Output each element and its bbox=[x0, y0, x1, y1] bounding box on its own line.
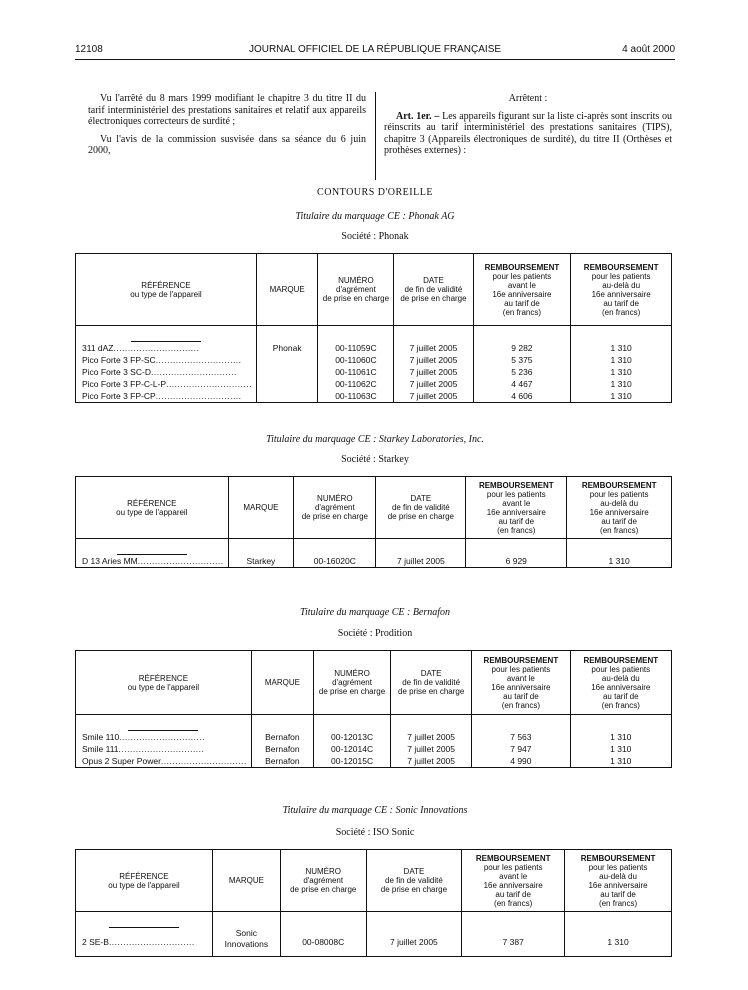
cell-remb-avant: 4 990 bbox=[472, 755, 570, 768]
apparatus-table bbox=[75, 650, 672, 768]
intro-paragraph: Vu l'arrêté du 8 mars 1999 modifiant le chapitre 3 du titre II du tarif interministériel des prestations sanitaires et relatif aux appareils électroniques correcteurs de surdité ; bbox=[88, 93, 366, 127]
header-date: DATE de fin de validité de prise en charge bbox=[394, 254, 473, 326]
cell-reference: 311 dAZ.............................. bbox=[76, 342, 257, 354]
cell-date: 7 juillet 2005 bbox=[394, 390, 473, 403]
column-divider bbox=[375, 92, 376, 180]
cell-remb-avant: 7 947 bbox=[472, 743, 570, 755]
article-label: Art. 1er. – bbox=[396, 110, 440, 122]
cell-marque bbox=[256, 390, 318, 403]
cell-reference: Pico Forte 3 SC-D.............................. bbox=[76, 366, 257, 378]
cell-marque: Bernafon bbox=[251, 731, 313, 743]
cell-date: 7 juillet 2005 bbox=[376, 555, 466, 568]
cell-marque: Bernafon bbox=[251, 755, 313, 768]
page-header bbox=[75, 44, 675, 58]
header-remb-avant: REMBOURSEMENT pour les patients avant le 16e anniversaire au tarif de (en francs) bbox=[473, 254, 571, 326]
apparatus-table bbox=[75, 849, 672, 957]
cell-date: 7 juillet 2005 bbox=[394, 378, 473, 390]
table-spacer-row bbox=[76, 912, 672, 929]
main-title: CONTOURS D'OREILLE bbox=[317, 187, 433, 198]
cell-remb-avant: 5 236 bbox=[473, 366, 571, 378]
page-number: 12108 bbox=[75, 44, 103, 55]
cell-reference: Pico Forte 3 FP-SC.............................. bbox=[76, 354, 257, 366]
cell-marque: Bernafon bbox=[251, 743, 313, 755]
cell-remb-apres: 1 310 bbox=[567, 555, 672, 568]
cell-numero: 00-11059C bbox=[318, 342, 394, 354]
cell-remb-apres: 1 310 bbox=[570, 755, 671, 768]
cell-numero: 00-11060C bbox=[318, 354, 394, 366]
intro-right-column bbox=[384, 93, 672, 163]
cell-remb-apres: 1 310 bbox=[570, 743, 671, 755]
table-row bbox=[76, 928, 672, 957]
cell-date: 7 juillet 2005 bbox=[391, 755, 472, 768]
cell-reference: Smile 111.............................. bbox=[76, 743, 252, 755]
publication-date: 4 août 2000 bbox=[622, 44, 675, 55]
cell-remb-apres: 1 310 bbox=[571, 342, 672, 354]
cell-reference: 2 SE-B.............................. bbox=[76, 928, 213, 957]
table-row bbox=[76, 354, 672, 366]
arretent-heading: Arrêtent : bbox=[508, 93, 548, 104]
cell-marque bbox=[256, 354, 318, 366]
header-reference: RÉFÉRENCE ou type de l'appareil bbox=[76, 651, 252, 715]
cell-numero: 00-12013C bbox=[314, 731, 391, 743]
header-reference: RÉFÉRENCE ou type de l'appareil bbox=[76, 254, 257, 326]
header-date: DATE de fin de validité de prise en charge bbox=[366, 850, 462, 912]
apparatus-table bbox=[75, 476, 672, 568]
cell-remb-avant: 4 467 bbox=[473, 378, 571, 390]
intro-left-column bbox=[88, 93, 366, 163]
societe-heading: Société : Prodition bbox=[337, 628, 413, 639]
cell-remb-avant: 5 375 bbox=[473, 354, 571, 366]
article-text: Les appareils figurant sur la liste ci-après sont inscrits ou réinscrits au tarif interministériel des prestations sanitaires (TIPS), chapitre 3 (Appareils électroniques de surdité), du titre II (Orthèses et prothèses externes) : bbox=[384, 110, 672, 156]
cell-date: 7 juillet 2005 bbox=[391, 731, 472, 743]
table-header-row bbox=[76, 477, 672, 539]
header-numero: NUMÉRO d'agrément de prise en charge bbox=[294, 477, 376, 539]
cell-date: 7 juillet 2005 bbox=[394, 342, 473, 354]
header-remb-apres: REMBOURSEMENT pour les patients au-delà du 16e anniversaire au tarif de (en francs) bbox=[565, 850, 672, 912]
header-remb-avant: REMBOURSEMENT pour les patients avant le 16e anniversaire au tarif de (en francs) bbox=[462, 850, 565, 912]
societe-heading: Société : Starkey bbox=[341, 454, 409, 465]
header-date: DATE de fin de validité de prise en charge bbox=[391, 651, 472, 715]
cell-date: 7 juillet 2005 bbox=[394, 366, 473, 378]
header-rule bbox=[75, 59, 675, 60]
cell-date: 7 juillet 2005 bbox=[394, 354, 473, 366]
cell-reference: Opus 2 Super Power.............................. bbox=[76, 755, 252, 768]
table-row bbox=[76, 555, 672, 568]
table-spacer-row bbox=[76, 539, 672, 556]
table-header-row bbox=[76, 254, 672, 326]
table-header-row bbox=[76, 850, 672, 912]
header-remb-apres: REMBOURSEMENT pour les patients au-delà du 16e anniversaire au tarif de (en francs) bbox=[570, 651, 671, 715]
header-marque: MARQUE bbox=[256, 254, 318, 326]
table-row bbox=[76, 755, 672, 768]
cell-numero: 00-11061C bbox=[318, 366, 394, 378]
cell-date: 7 juillet 2005 bbox=[391, 743, 472, 755]
table-spacer-row bbox=[76, 715, 672, 732]
header-remb-avant: REMBOURSEMENT pour les patients avant le 16e anniversaire au tarif de (en francs) bbox=[466, 477, 567, 539]
cell-marque bbox=[256, 366, 318, 378]
titulaire-heading: Titulaire du marquage CE : Sonic Innovations bbox=[282, 805, 468, 816]
table-row bbox=[76, 378, 672, 390]
apparatus-table bbox=[75, 253, 672, 403]
cell-remb-avant: 4 606 bbox=[473, 390, 571, 403]
cell-remb-avant: 7 387 bbox=[462, 928, 565, 957]
cell-marque: Starkey bbox=[228, 555, 294, 568]
cell-reference: Pico Forte 3 FP-C-L-P.............................. bbox=[76, 378, 257, 390]
header-remb-avant: REMBOURSEMENT pour les patients avant le 16e anniversaire au tarif de (en francs) bbox=[472, 651, 570, 715]
cell-reference: Smile 110.............................. bbox=[76, 731, 252, 743]
cell-numero: 00-16020C bbox=[294, 555, 376, 568]
titulaire-heading: Titulaire du marquage CE : Starkey Laboratories, Inc. bbox=[266, 434, 484, 445]
article-1 bbox=[384, 111, 672, 157]
table-row bbox=[76, 743, 672, 755]
cell-remb-avant: 6 929 bbox=[466, 555, 567, 568]
table-spacer-row bbox=[76, 326, 672, 343]
intro-paragraph: Vu l'avis de la commission susvisée dans sa séance du 6 juin 2000, bbox=[88, 133, 366, 156]
cell-marque: Phonak bbox=[256, 342, 318, 354]
cell-remb-avant: 9 282 bbox=[473, 342, 571, 354]
header-reference: RÉFÉRENCE ou type de l'appareil bbox=[76, 477, 229, 539]
table-row bbox=[76, 731, 672, 743]
cell-numero: 00-08008C bbox=[280, 928, 366, 957]
cell-remb-apres: 1 310 bbox=[571, 354, 672, 366]
cell-date: 7 juillet 2005 bbox=[366, 928, 462, 957]
header-marque: MARQUE bbox=[212, 850, 280, 912]
table-row bbox=[76, 366, 672, 378]
header-numero: NUMÉRO d'agrément de prise en charge bbox=[280, 850, 366, 912]
cell-marque bbox=[256, 378, 318, 390]
cell-remb-apres: 1 310 bbox=[571, 366, 672, 378]
table-header-row bbox=[76, 651, 672, 715]
cell-reference: Pico Forte 3 FP-CP.............................. bbox=[76, 390, 257, 403]
table-row bbox=[76, 390, 672, 403]
cell-numero: 00-12015C bbox=[314, 755, 391, 768]
titulaire-heading: Titulaire du marquage CE : Bernafon bbox=[299, 607, 451, 618]
titulaire-heading: Titulaire du marquage CE : Phonak AG bbox=[295, 211, 455, 222]
cell-remb-apres: 1 310 bbox=[571, 378, 672, 390]
header-numero: NUMÉRO d'agrément de prise en charge bbox=[314, 651, 391, 715]
header-remb-apres: REMBOURSEMENT pour les patients au-delà du 16e anniversaire au tarif de (en francs) bbox=[571, 254, 672, 326]
header-numero: NUMÉRO d'agrément de prise en charge bbox=[318, 254, 394, 326]
journal-title: JOURNAL OFFICIEL DE LA RÉPUBLIQUE FRANÇAISE bbox=[248, 44, 502, 55]
cell-remb-apres: 1 310 bbox=[570, 731, 671, 743]
header-date: DATE de fin de validité de prise en charge bbox=[376, 477, 466, 539]
header-marque: MARQUE bbox=[251, 651, 313, 715]
cell-numero: 00-11063C bbox=[318, 390, 394, 403]
cell-numero: 00-11062C bbox=[318, 378, 394, 390]
header-marque: MARQUE bbox=[228, 477, 294, 539]
cell-remb-apres: 1 310 bbox=[571, 390, 672, 403]
cell-remb-apres: 1 310 bbox=[565, 928, 672, 957]
cell-reference: D 13 Aries MM.............................. bbox=[76, 555, 229, 568]
table-row bbox=[76, 342, 672, 354]
header-reference: RÉFÉRENCE ou type de l'appareil bbox=[76, 850, 213, 912]
societe-heading: Société : ISO Sonic bbox=[335, 827, 415, 838]
cell-remb-avant: 7 563 bbox=[472, 731, 570, 743]
cell-marque: Sonic Innovations bbox=[212, 928, 280, 957]
header-remb-apres: REMBOURSEMENT pour les patients au-delà du 16e anniversaire au tarif de (en francs) bbox=[567, 477, 672, 539]
cell-numero: 00-12014C bbox=[314, 743, 391, 755]
societe-heading: Société : Phonak bbox=[341, 231, 409, 242]
